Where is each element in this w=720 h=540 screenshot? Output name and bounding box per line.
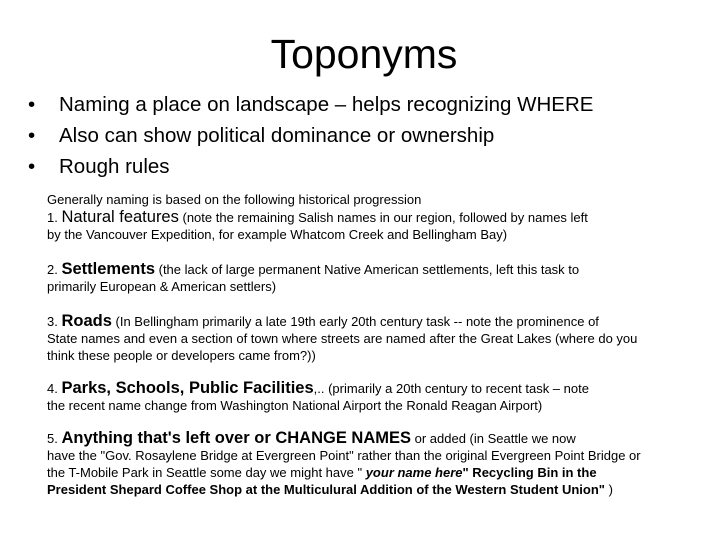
bullet-text: Rough rules [59,155,170,178]
rule-text-end: ) [604,482,613,497]
bullet-icon: • [28,93,36,116]
rule-text: or added (in Seattle we now [411,431,576,446]
rule-heading: Natural features [61,208,179,226]
rule-number: 2. [47,262,58,277]
rule-text: (note the remaining Salish names in our region, followed by names left [178,210,588,225]
bullet-item [28,120,708,151]
slide-title: Toponyms [270,31,458,77]
rule-item [47,313,647,364]
bullet-item [28,151,708,182]
rule-heading: Parks, Schools, Public Facilities [61,379,314,397]
bullet-text: Also can show political dominance or ownership [59,124,495,147]
rule-heading: Roads [61,312,112,330]
rule-text: (the lack of large permanent Native American settlements, left this task to [155,262,580,277]
bullet-text: Naming a place on landscape – helps recognizing WHERE [59,93,594,116]
rule-item [47,380,647,414]
rule-item [47,209,647,243]
rule-text-continued: primarily European & American settlers) [47,279,277,294]
rule-text-part: have the "Gov. Rosaylene Bridge at Evergreen Point" rather than the original Evergreen Point Bridge or the T-Mobile Park in Seattle some day we might have " [47,448,641,480]
rule-item [47,261,647,295]
rule-number: 1. [47,210,58,225]
rules-intro: Generally naming is based on the following historical progression [47,192,422,207]
bullet-icon: • [28,124,36,147]
rules-list [47,191,647,498]
rule-number: 5. [47,431,58,446]
rule-heading: Anything that's left over or CHANGE NAMES [61,429,411,447]
bullet-item [28,89,708,120]
rule-text-emphasis [362,465,462,480]
bullet-list [28,89,708,182]
rule-number: 4. [47,381,58,396]
rule-text: (In Bellingham primarily a late 19th early 20th century task -- note the prominence of [111,314,599,329]
rule-heading: Settlements [61,260,155,278]
rule-text-continued [47,447,647,498]
bullet-icon: • [28,155,36,178]
rule-text-continued: by the Vancouver Expedition, for example Whatcom Creek and Bellingham Bay) [47,227,508,242]
rule-text-continued: the recent name change from Washington National Airport the Ronald Reagan Airport) [47,398,543,413]
rule-text-bold: " Recycling Bin in the President Shepard Coffee Shop at the Multiculural Addition of the Western Student Union" [47,465,605,497]
rule-item [47,430,647,498]
rule-text: ,.. (primarily a 20th century to recent task – note [313,381,589,396]
rule-text-italic: your name here [362,465,463,480]
rule-text-continued: State names and even a section of town where streets are named after the Great Lakes (where do you think these people or developers came from?)) [47,331,638,363]
rule-number: 3. [47,314,58,329]
